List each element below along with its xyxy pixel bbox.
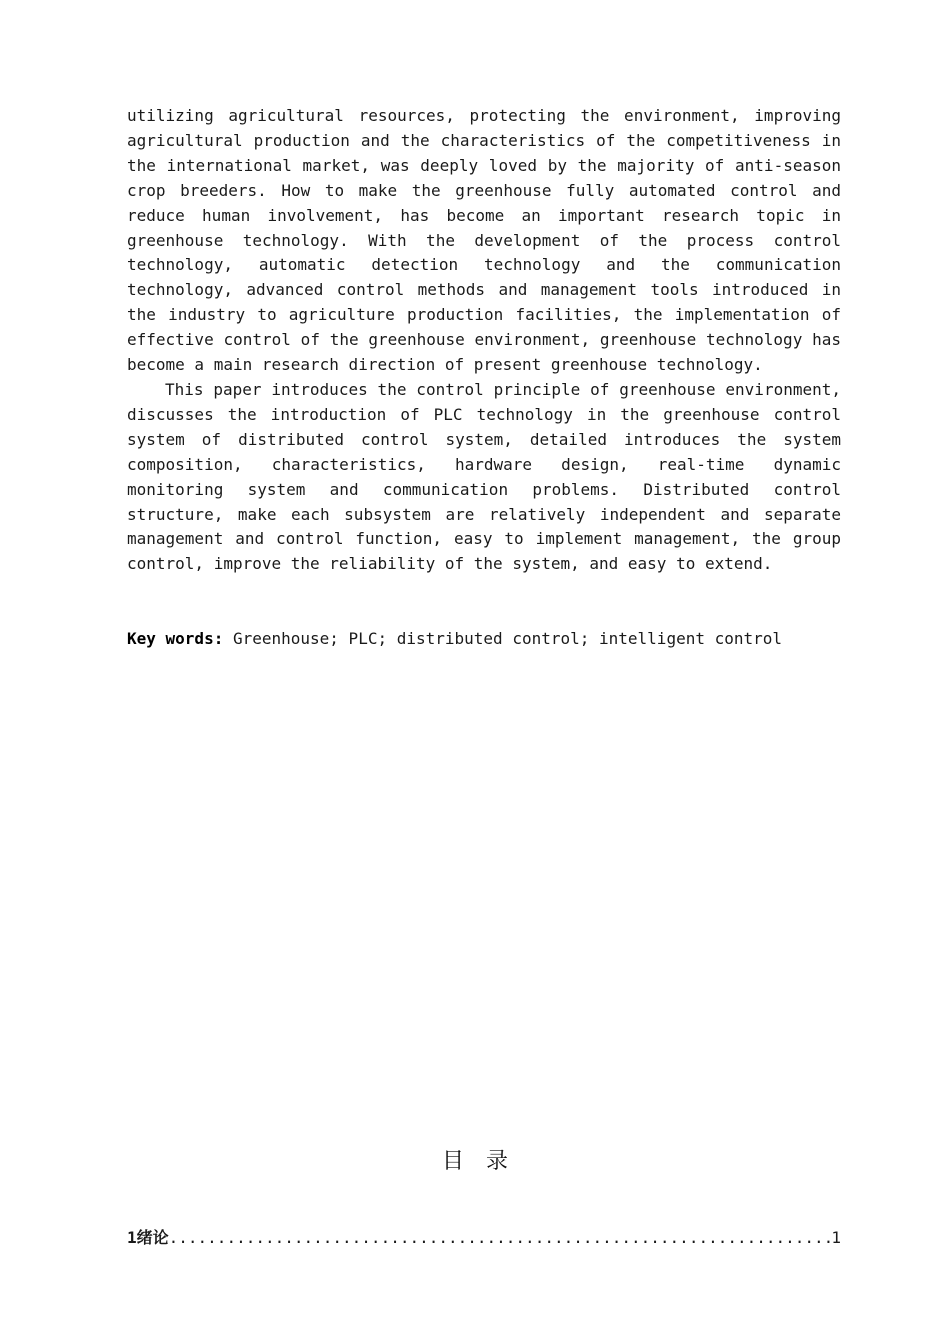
abstract-paragraph: utilizing agricultural resources, protecting the environment, improving agricultural production and the characteristics of the competitiveness in the international market, was deeply loved by the majority of anti-season crop breeders. How to make the greenhouse fully automated control and reduce human involvement, has become an important research topic in greenhouse technology. With the development of the process control technology, automatic detection technology and the communication technology, advanced control methods and management tools introduced in the industry to agriculture production facilities, the implementation of effective control of the greenhouse environment, greenhouse technology has become a main research direction of present greenhouse technology.	[127, 106, 841, 375]
toc-dot-leader	[169, 1226, 832, 1250]
keywords-line	[127, 627, 841, 651]
keywords-label: Key words:	[127, 629, 224, 648]
keywords-value: Greenhouse; PLC; distributed control; intelligent control	[223, 629, 783, 648]
toc-entry-label: 1绪论	[127, 1228, 169, 1247]
toc-entry[interactable]	[127, 1226, 841, 1250]
toc-title: 目录	[441, 1149, 530, 1174]
abstract-paragraph: This paper introduces the control principle of greenhouse environment, discusses the introduction of PLC technology in the greenhouse control system of distributed control system, detailed introduces the system composition, characteristics, hardware design, real-time dynamic monitoring system and communication problems. Distributed control structure, make each subsystem are relatively independent and separate management and control function, easy to implement management, the group control, improve the reliability of the system, and easy to extend.	[127, 379, 841, 574]
toc-entry-page: 1	[831, 1228, 841, 1247]
abstract-body	[127, 104, 841, 577]
